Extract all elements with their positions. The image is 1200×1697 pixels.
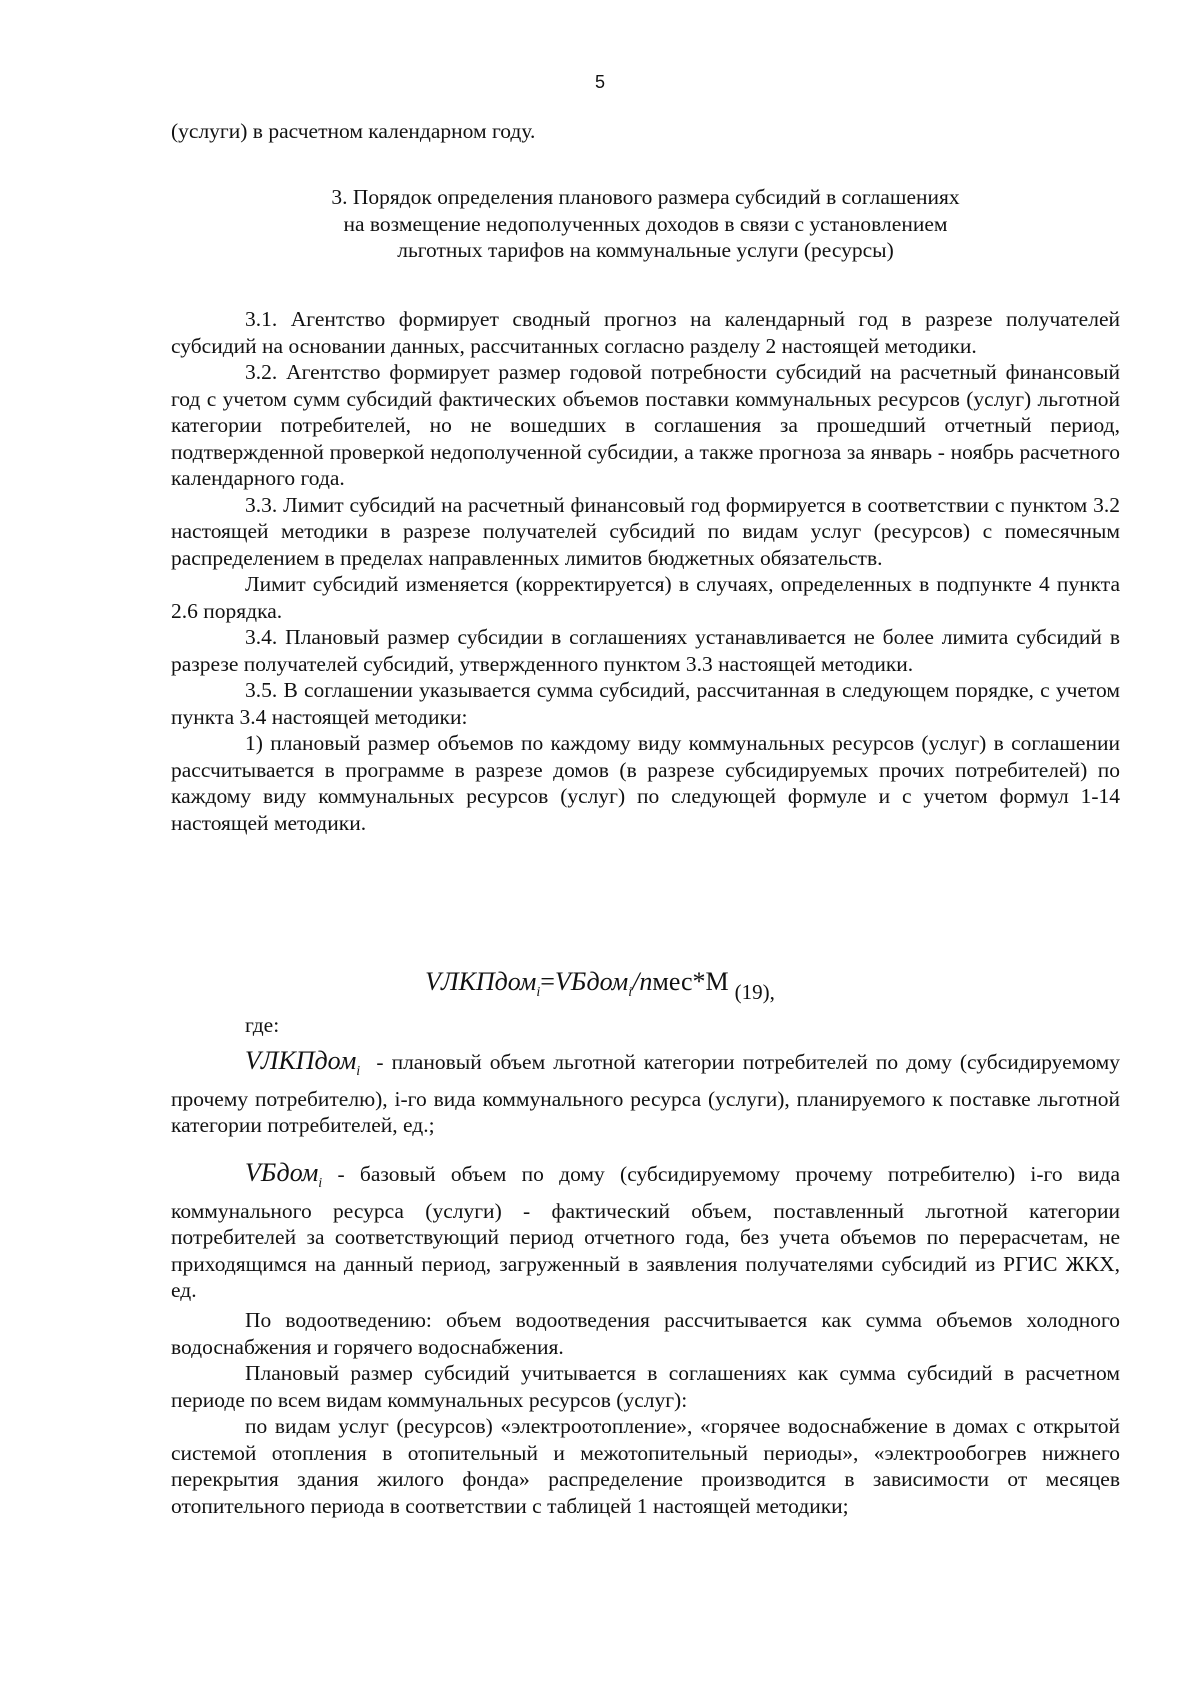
intro-line-block bbox=[171, 118, 1120, 145]
definition-2-symbol bbox=[245, 1158, 323, 1192]
definition-2-symbol-text: VБдом bbox=[245, 1158, 319, 1187]
definition-1-symbol-index: i bbox=[356, 1064, 361, 1080]
definition-1-symbol bbox=[245, 1046, 361, 1080]
paragraph-item-1: 1) плановый размер объемов по каждому виду коммунальных ресурсов (услуг) в соглашении рассчитывается в программе в разрезе домов (в разрезе субсидируемых прочих потребителей) по каждому виду коммунальных ресурсов (услуг) по следующей формуле и с учетом формул 1-14 настоящей методики. bbox=[171, 731, 1120, 835]
paragraph-service-types: по видам услуг (ресурсов) «электроотопление», «горячее водоснабжение в домах с открытой системой отопления в отопительный и межотопительный периоды», «электрообогрев нижнего перекрытия здания жилого фонда» распределение производится в зависимости от месяцев отопительного периода в соответствии с таблицей 1 настоящей методики; bbox=[171, 1414, 1120, 1518]
definition-1-symbol-text: VЛКПдом bbox=[245, 1046, 357, 1075]
formula-rhs-base: VБдом bbox=[554, 967, 629, 996]
definition-2-paragraph bbox=[171, 1160, 1120, 1304]
where-label: где: bbox=[245, 1013, 280, 1037]
definition-1-text: - плановый объем льготной категории потребителей по дому (субсидируемому прочему потребителю), i-го вида коммунального ресурса (услуги), планируемого к поставке льготной категории потребителей, ед.; bbox=[171, 1050, 1120, 1138]
formula-n: n bbox=[639, 967, 653, 996]
paragraph-3-2: 3.2. Агентство формирует размер годовой потребности субсидий на расчетный финансовый год с учетом сумм субсидий фактических объемов поставки коммунальных ресурсов (услуг) льготной категории потребителей, но не вошедших в соглашения за прошедший отчетный период, подтвержденной проверкой недополученной субсидии, а также прогноза за январь - ноябрь расчетного календарного года. bbox=[171, 360, 1120, 490]
paragraph-3-4: 3.4. Плановый размер субсидии в соглашениях устанавливается не более лимита субсидий в разрезе получателей субсидий, утвержденного пунктом 3.3 настоящей методики. bbox=[171, 625, 1120, 676]
section-heading-line-3: льготных тарифов на коммунальные услуги (ресурсы) bbox=[397, 238, 894, 262]
paragraph-limit-change: Лимит субсидий изменяется (корректируется) в случаях, определенных в подпункте 4 пункта 2.6 порядка. bbox=[171, 572, 1120, 623]
formula-lhs: VЛКПдом bbox=[425, 967, 537, 996]
section-heading-line-1: 3. Порядок определения планового размера субсидий в соглашениях bbox=[331, 185, 960, 209]
definition-2-symbol-index: i bbox=[318, 1176, 323, 1192]
paragraphs-block-b bbox=[171, 1307, 1120, 1519]
formula-slash: / bbox=[632, 967, 640, 996]
formula-months: мес*М bbox=[652, 967, 729, 996]
paragraph-3-3: 3.3. Лимит субсидий на расчетный финансовый год формируется в соответствии с пунктом 3.2 настоящей методики в разрезе получателей субсидий по видам услуг (ресурсов) с помесячным распределением в пределах направленных лимитов бюджетных обязательств. bbox=[171, 492, 1120, 570]
paragraph-wastewater: По водоотведению: объем водоотведения рассчитывается как сумма объемов холодного водоснабжения и горячего водоснабжения. bbox=[171, 1308, 1120, 1359]
definition-2 bbox=[171, 1160, 1120, 1304]
formula-19 bbox=[0, 969, 1200, 1007]
section-heading-line-2: на возмещение недополученных доходов в связи с установлением bbox=[343, 211, 948, 236]
formula-expression bbox=[425, 967, 729, 1001]
formula-equals: = bbox=[540, 967, 555, 996]
formula-rhs-index: i bbox=[628, 985, 633, 1001]
page-number: 5 bbox=[594, 72, 605, 92]
intro-line: (услуги) в расчетном календарном году. bbox=[171, 119, 536, 143]
paragraph-3-1: 3.1. Агентство формирует сводный прогноз на календарный год в разрезе получателей субсидий на основании данных, рассчитанных согласно разделу 2 настоящей методики. bbox=[171, 307, 1120, 358]
paragraph-planned-size: Плановый размер субсидий учитывается в соглашениях как сумма субсидий в расчетном периоде по всем видам коммунальных ресурсов (услуг): bbox=[171, 1361, 1120, 1412]
formula-number: (19), bbox=[734, 980, 775, 1004]
formula-lhs-index: i bbox=[536, 985, 541, 1001]
definition-2-text: - базовый объем по дому (субсидируемому прочему потребителю) i-го вида коммунального ресурса (услуги) - фактический объем, поставленный льготной категории потребителей за соответствующий период отчетного года, без учета объемов по перерасчетам, не приходящимся на данный период, загруженный в заявления получателями субсидий из РГИС ЖКХ, ед. bbox=[171, 1162, 1120, 1303]
definition-1-paragraph bbox=[171, 1048, 1120, 1139]
definition-1 bbox=[171, 1048, 1120, 1139]
paragraph-3-5: 3.5. В соглашении указывается сумма субсидий, рассчитанная в следующем порядке, с учетом пункта 3.4 настоящей методики: bbox=[171, 678, 1120, 729]
paragraphs-block-a bbox=[171, 306, 1120, 836]
section-heading bbox=[171, 184, 1120, 264]
